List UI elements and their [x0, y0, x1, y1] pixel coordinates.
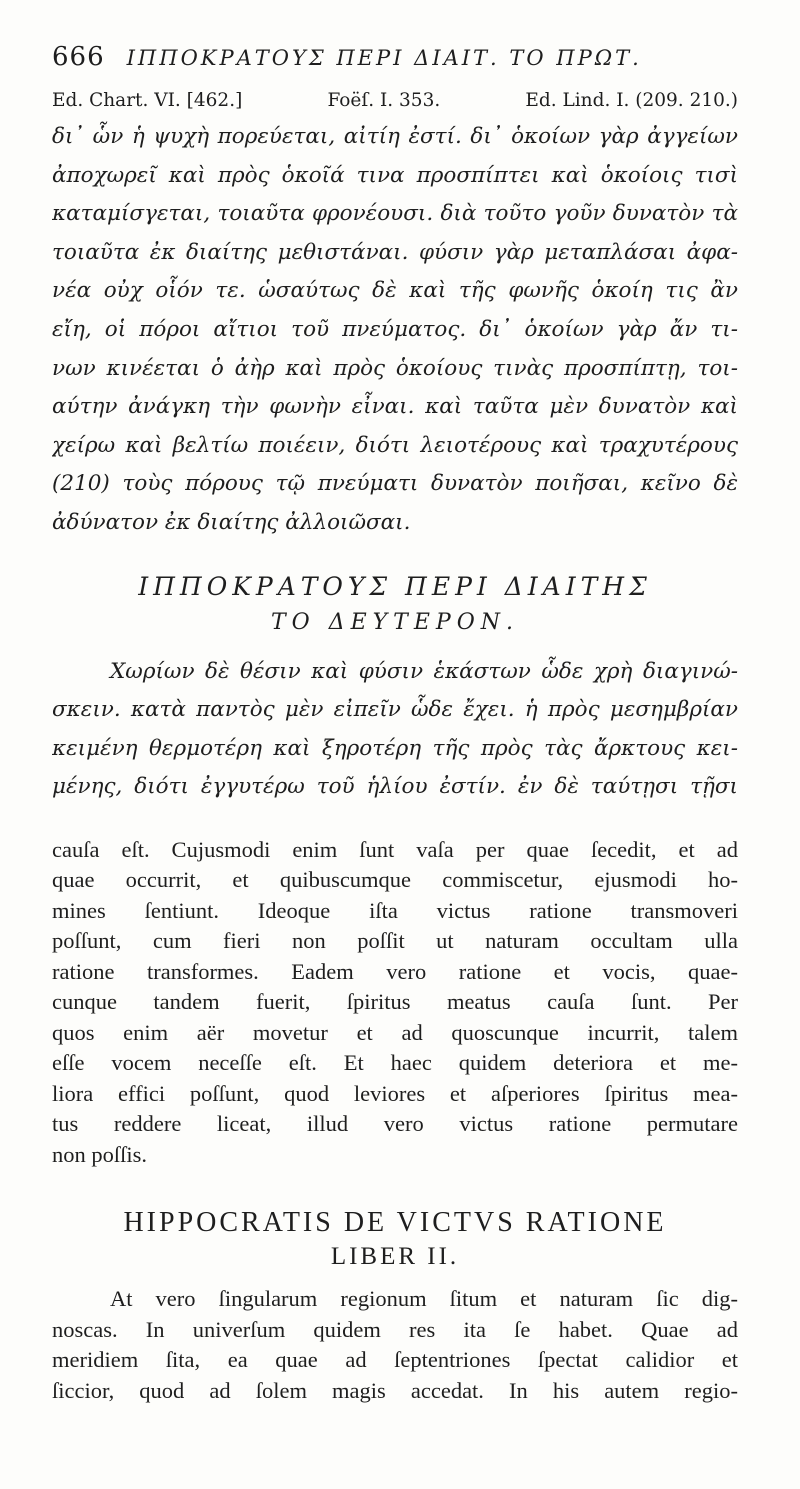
- greek-line: ἀποχωρεῖ καὶ πρὸς ὁκοῖά τινα προσπίπτει καὶ ὁκοίοις τισὶ: [52, 162, 738, 188]
- greek-paragraph-2: [52, 653, 738, 807]
- greek-line: σκειν. κατὰ παντὸς μὲν εἰπεῖν ὧδε ἔχει. ἡ πρὸς μεσημβρίαν: [52, 697, 738, 723]
- edition-lind: Ed. Lind. I. (209. 210.): [525, 90, 738, 111]
- latin-line: ratione transformes. Eadem vero ratione et vocis, quae-: [52, 958, 738, 984]
- greek-line: νων κινέεται ὁ ἀὴρ καὶ πρὸς ὁκοίους τινὰς προσπίπτῃ, τοι-: [52, 355, 738, 381]
- latin-line: At vero ſingularum regionum ſitum et naturam ſic dig-: [110, 1286, 738, 1312]
- running-head: [52, 42, 738, 86]
- latin-line: meridiem ſita, ea quae ad ſeptentriones ſpectat calidior et: [52, 1347, 738, 1373]
- running-title: ΙΠΠΟΚΡΑΤΟΥΣ ΠΕΡΙ ΔΙΑΙΤ. ΤΟ ΠΡΩΤ.: [126, 46, 642, 70]
- greek-heading-line-2: ΤΟ ΔΕΥΤΕΡΟΝ.: [271, 609, 519, 635]
- edition-references: [52, 90, 738, 118]
- greek-line: καταμίσγεται, τοιαῦτα φρονέουσι. διὰ τοῦτο γοῦν δυνατὸν τὰ: [52, 201, 738, 227]
- greek-paragraph-1: [52, 118, 738, 543]
- latin-paragraph-2: [52, 1284, 738, 1406]
- latin-line: ſiccior, quod ad ſolem magis accedat. In his autem regio-: [52, 1377, 738, 1403]
- latin-heading-line-2: LIBER II.: [330, 1243, 460, 1271]
- latin-line: tus reddere liceat, illud vero victus ratione permutare: [52, 1111, 738, 1137]
- latin-book-heading: [52, 1206, 738, 1274]
- greek-line: κειμένη θερμοτέρη καὶ ξηροτέρη τῆς πρὸς τὰς ἄρκτους κει-: [52, 735, 738, 761]
- greek-line: τοιαῦτα ἐκ διαίτης μεθιστάναι. φύσιν γὰρ μεταπλάσαι ἀφα-: [52, 239, 738, 265]
- latin-line: noscas. In univerſum quidem res ita ſe habet. Quae ad: [52, 1316, 738, 1342]
- edition-foes: Foëſ. I. 353.: [327, 90, 441, 111]
- latin-line: non poſſis.: [52, 1141, 148, 1167]
- greek-book-heading: [52, 569, 738, 641]
- greek-line: (210) τοὺς πόρους τῷ πνεύματι δυνατὸν ποιῆσαι, κεῖνο δὲ: [52, 471, 738, 497]
- edition-chart: Ed. Chart. VI. [462.]: [52, 90, 243, 111]
- latin-line: cauſa eſt. Cujusmodi enim ſunt vaſa per quae ſecedit, et ad: [52, 836, 738, 862]
- page-number: 666: [52, 42, 105, 72]
- latin-line: poſſunt, cum fieri non poſſit ut naturam occultam ulla: [52, 928, 738, 954]
- greek-line: χείρω καὶ βελτίω ποιέειν, διότι λειοτέρους καὶ τραχυτέρους: [52, 432, 738, 458]
- greek-line: εἴη, οἱ πόροι αἴτιοι τοῦ πνεύματος. δι᾽ ὁκοίων γὰρ ἄν τι-: [52, 316, 738, 342]
- greek-line: αύτην ἀνάγκη τὴν φωνὴν εἶναι. καὶ ταῦτα μὲν δυνατὸν καὶ: [52, 394, 738, 420]
- latin-line: liora effici poſſunt, quod leviores et aſperiores ſpiritus mea-: [52, 1080, 738, 1106]
- latin-line: cunque tandem fuerit, ſpiritus meatus cauſa ſunt. Per: [52, 989, 738, 1015]
- latin-line: quae occurrit, et quibuscumque commiscetur, ejusmodi ho-: [52, 867, 738, 893]
- greek-heading-line-1: ΙΠΠΟΚΡΑΤΟΥΣ ΠΕΡΙ ΔΙΑΙΤΗΣ: [138, 571, 652, 601]
- latin-line: eſſe vocem neceſſe eſt. Et haec quidem deteriora et me-: [52, 1050, 738, 1076]
- greek-line: νέα οὐχ οἷόν τε. ὡσαύτως δὲ καὶ τῆς φωνῆς ὁκοίη τις ἂν: [52, 278, 738, 304]
- greek-line: μένης, διότι ἐγγυτέρω τοῦ ἡλίου ἐστίν. ἐν δὲ ταύτῃσι τῇσι: [52, 774, 738, 800]
- greek-line: ἀδύνατον ἐκ διαίτης ἀλλοιῶσαι.: [52, 509, 411, 535]
- greek-line: δι᾽ ὧν ἡ ψυχὴ πορεύεται, αἰτίη ἐστί. δι᾽ ὁκοίων γὰρ ἀγγείων: [52, 124, 738, 149]
- latin-heading-line-1: HIPPOCRATIS DE VICTVS RATIONE: [123, 1207, 667, 1239]
- latin-paragraph-1: [52, 835, 738, 1171]
- latin-line: quos enim aër movetur et ad quoscunque incurrit, talem: [52, 1019, 738, 1045]
- greek-line: Χωρίων δὲ θέσιν καὶ φύσιν ἑκάστων ὧδε χρὴ διαγινώ-: [110, 658, 738, 684]
- latin-line: mines ſentiunt. Ideoque iſta victus ratione transmoveri: [52, 897, 738, 923]
